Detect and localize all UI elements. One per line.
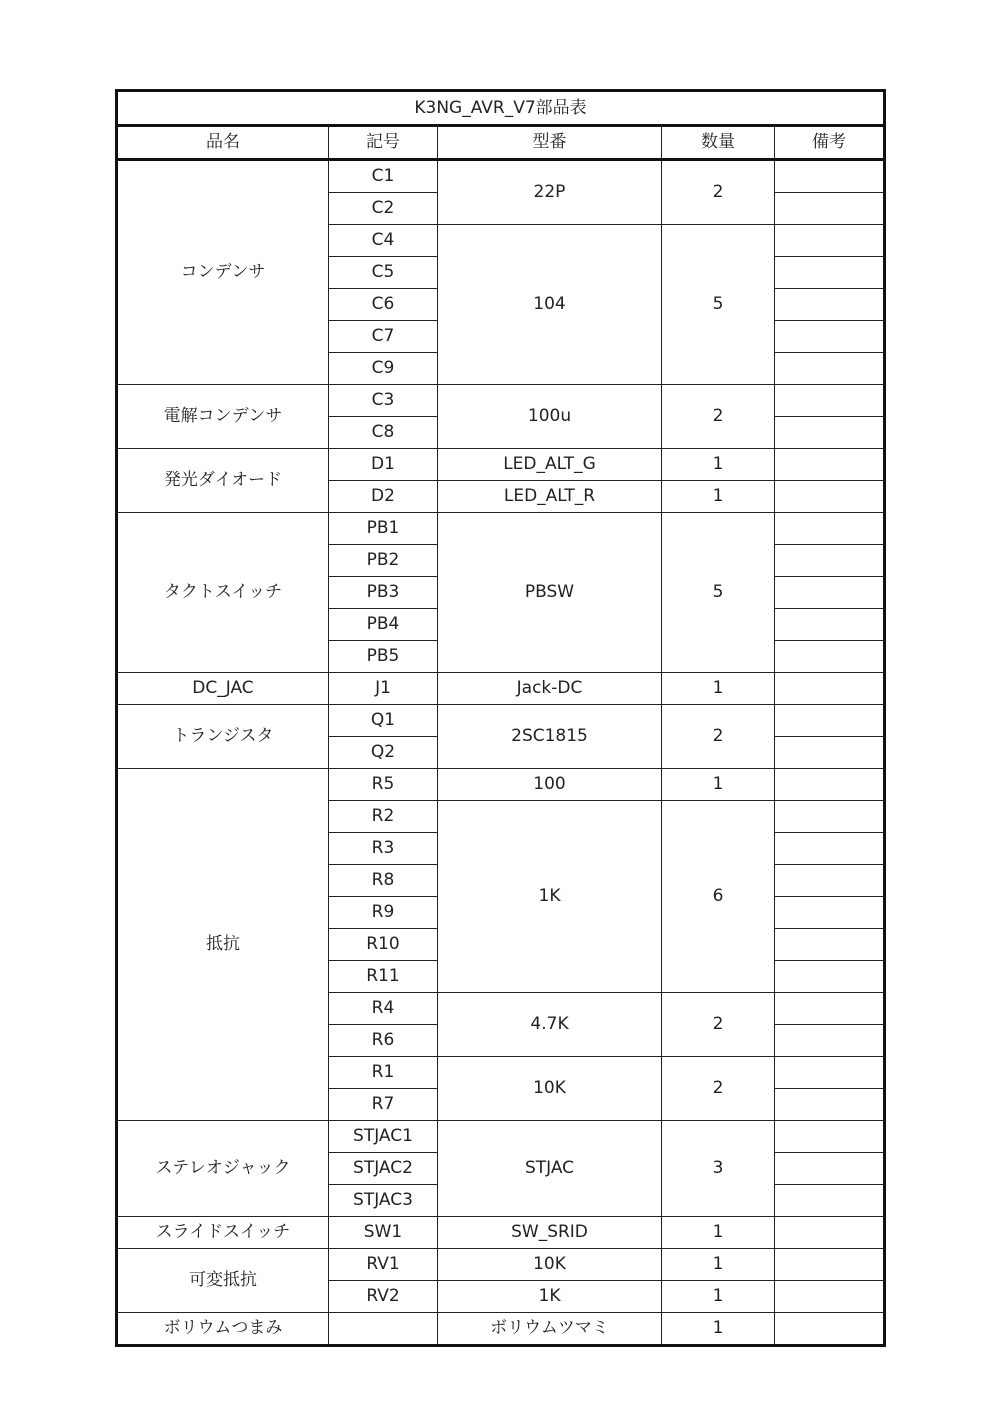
ref-cell: R10 xyxy=(329,929,438,961)
table-title: K3NG_AVR_V7部品表 xyxy=(117,91,885,126)
title-row xyxy=(117,91,885,126)
ref-cell: C1 xyxy=(329,160,438,193)
ref-cell: C6 xyxy=(329,289,438,321)
model-cell: 100 xyxy=(438,769,662,801)
table-row xyxy=(117,513,885,545)
remarks-cell xyxy=(775,1089,885,1121)
model-cell: 100u xyxy=(438,385,662,449)
header-part-name: 品名 xyxy=(117,126,329,160)
remarks-cell xyxy=(775,1249,885,1281)
table-row xyxy=(117,160,885,193)
model-cell: 10K xyxy=(438,1249,662,1281)
ref-cell: R11 xyxy=(329,961,438,993)
ref-cell: PB4 xyxy=(329,609,438,641)
ref-cell: R2 xyxy=(329,801,438,833)
remarks-cell xyxy=(775,801,885,833)
model-cell: ボリウムツマミ xyxy=(438,1313,662,1346)
ref-cell: RV2 xyxy=(329,1281,438,1313)
part-name-cell: 抵抗 xyxy=(117,769,329,1121)
ref-cell: PB1 xyxy=(329,513,438,545)
part-name-cell: 発光ダイオード xyxy=(117,449,329,513)
model-cell: LED_ALT_G xyxy=(438,449,662,481)
part-name-cell: DC_JAC xyxy=(117,673,329,705)
quantity-cell: 2 xyxy=(662,993,775,1057)
remarks-cell xyxy=(775,865,885,897)
remarks-cell xyxy=(775,577,885,609)
remarks-cell xyxy=(775,1057,885,1089)
remarks-cell xyxy=(775,737,885,769)
ref-cell: STJAC3 xyxy=(329,1185,438,1217)
remarks-cell xyxy=(775,1121,885,1153)
remarks-cell xyxy=(775,993,885,1025)
model-cell: LED_ALT_R xyxy=(438,481,662,513)
remarks-cell xyxy=(775,1313,885,1346)
part-name-cell: 電解コンデンサ xyxy=(117,385,329,449)
ref-cell: RV1 xyxy=(329,1249,438,1281)
ref-cell: R1 xyxy=(329,1057,438,1089)
part-name-cell: ステレオジャック xyxy=(117,1121,329,1217)
remarks-cell xyxy=(775,1025,885,1057)
quantity-cell: 1 xyxy=(662,673,775,705)
quantity-cell: 1 xyxy=(662,769,775,801)
remarks-cell xyxy=(775,897,885,929)
model-cell: 4.7K xyxy=(438,993,662,1057)
ref-cell: Q2 xyxy=(329,737,438,769)
model-cell: 1K xyxy=(438,1281,662,1313)
part-name-cell: ボリウムつまみ xyxy=(117,1313,329,1346)
remarks-cell xyxy=(775,449,885,481)
quantity-cell: 1 xyxy=(662,481,775,513)
quantity-cell: 2 xyxy=(662,160,775,225)
ref-cell: C5 xyxy=(329,257,438,289)
header-quantity: 数量 xyxy=(662,126,775,160)
ref-cell: D2 xyxy=(329,481,438,513)
model-cell: 1K xyxy=(438,801,662,993)
ref-cell: C4 xyxy=(329,225,438,257)
ref-cell: R5 xyxy=(329,769,438,801)
remarks-cell xyxy=(775,961,885,993)
ref-cell: STJAC2 xyxy=(329,1153,438,1185)
remarks-cell xyxy=(775,193,885,225)
remarks-cell xyxy=(775,833,885,865)
ref-cell: C9 xyxy=(329,353,438,385)
remarks-cell xyxy=(775,417,885,449)
ref-cell: R8 xyxy=(329,865,438,897)
remarks-cell xyxy=(775,609,885,641)
model-cell: Jack-DC xyxy=(438,673,662,705)
remarks-cell xyxy=(775,1217,885,1249)
quantity-cell: 1 xyxy=(662,1249,775,1281)
quantity-cell: 1 xyxy=(662,449,775,481)
quantity-cell: 6 xyxy=(662,801,775,993)
part-name-cell: 可変抵抗 xyxy=(117,1249,329,1313)
remarks-cell xyxy=(775,641,885,673)
ref-cell: D1 xyxy=(329,449,438,481)
parts-list-table xyxy=(115,89,886,1347)
remarks-cell xyxy=(775,1281,885,1313)
quantity-cell: 1 xyxy=(662,1313,775,1346)
model-cell: STJAC xyxy=(438,1121,662,1217)
ref-cell: C7 xyxy=(329,321,438,353)
ref-cell: R7 xyxy=(329,1089,438,1121)
header-remarks: 備考 xyxy=(775,126,885,160)
model-cell: PBSW xyxy=(438,513,662,673)
quantity-cell: 2 xyxy=(662,385,775,449)
ref-cell: STJAC1 xyxy=(329,1121,438,1153)
table-body xyxy=(117,160,885,1346)
ref-cell: PB5 xyxy=(329,641,438,673)
model-cell: 104 xyxy=(438,225,662,385)
quantity-cell: 3 xyxy=(662,1121,775,1217)
ref-cell: PB2 xyxy=(329,545,438,577)
model-cell: 10K xyxy=(438,1057,662,1121)
remarks-cell xyxy=(775,160,885,193)
table-row xyxy=(117,1313,885,1346)
ref-cell: Q1 xyxy=(329,705,438,737)
table-row xyxy=(117,449,885,481)
quantity-cell: 1 xyxy=(662,1281,775,1313)
quantity-cell: 5 xyxy=(662,225,775,385)
quantity-cell: 2 xyxy=(662,705,775,769)
quantity-cell: 5 xyxy=(662,513,775,673)
model-cell: 2SC1815 xyxy=(438,705,662,769)
header-model: 型番 xyxy=(438,126,662,160)
header-ref: 記号 xyxy=(329,126,438,160)
table-row xyxy=(117,705,885,737)
remarks-cell xyxy=(775,769,885,801)
remarks-cell xyxy=(775,353,885,385)
ref-cell: PB3 xyxy=(329,577,438,609)
remarks-cell xyxy=(775,513,885,545)
remarks-cell xyxy=(775,385,885,417)
part-name-cell: タクトスイッチ xyxy=(117,513,329,673)
ref-cell: C8 xyxy=(329,417,438,449)
ref-cell: R4 xyxy=(329,993,438,1025)
remarks-cell xyxy=(775,257,885,289)
model-cell: 22P xyxy=(438,160,662,225)
quantity-cell: 2 xyxy=(662,1057,775,1121)
remarks-cell xyxy=(775,1185,885,1217)
remarks-cell xyxy=(775,545,885,577)
model-cell: SW_SRID xyxy=(438,1217,662,1249)
ref-cell: C2 xyxy=(329,193,438,225)
header-row xyxy=(117,126,885,160)
table-row xyxy=(117,385,885,417)
ref-cell: SW1 xyxy=(329,1217,438,1249)
remarks-cell xyxy=(775,321,885,353)
table-row xyxy=(117,1121,885,1153)
part-name-cell: スライドスイッチ xyxy=(117,1217,329,1249)
part-name-cell: トランジスタ xyxy=(117,705,329,769)
ref-cell: R9 xyxy=(329,897,438,929)
table-row xyxy=(117,1249,885,1281)
remarks-cell xyxy=(775,289,885,321)
quantity-cell: 1 xyxy=(662,1217,775,1249)
ref-cell xyxy=(329,1313,438,1346)
table-row xyxy=(117,1217,885,1249)
remarks-cell xyxy=(775,705,885,737)
remarks-cell xyxy=(775,673,885,705)
table-row xyxy=(117,673,885,705)
ref-cell: J1 xyxy=(329,673,438,705)
ref-cell: C3 xyxy=(329,385,438,417)
remarks-cell xyxy=(775,481,885,513)
remarks-cell xyxy=(775,1153,885,1185)
ref-cell: R3 xyxy=(329,833,438,865)
part-name-cell: コンデンサ xyxy=(117,160,329,385)
remarks-cell xyxy=(775,225,885,257)
remarks-cell xyxy=(775,929,885,961)
table-row xyxy=(117,769,885,801)
ref-cell: R6 xyxy=(329,1025,438,1057)
